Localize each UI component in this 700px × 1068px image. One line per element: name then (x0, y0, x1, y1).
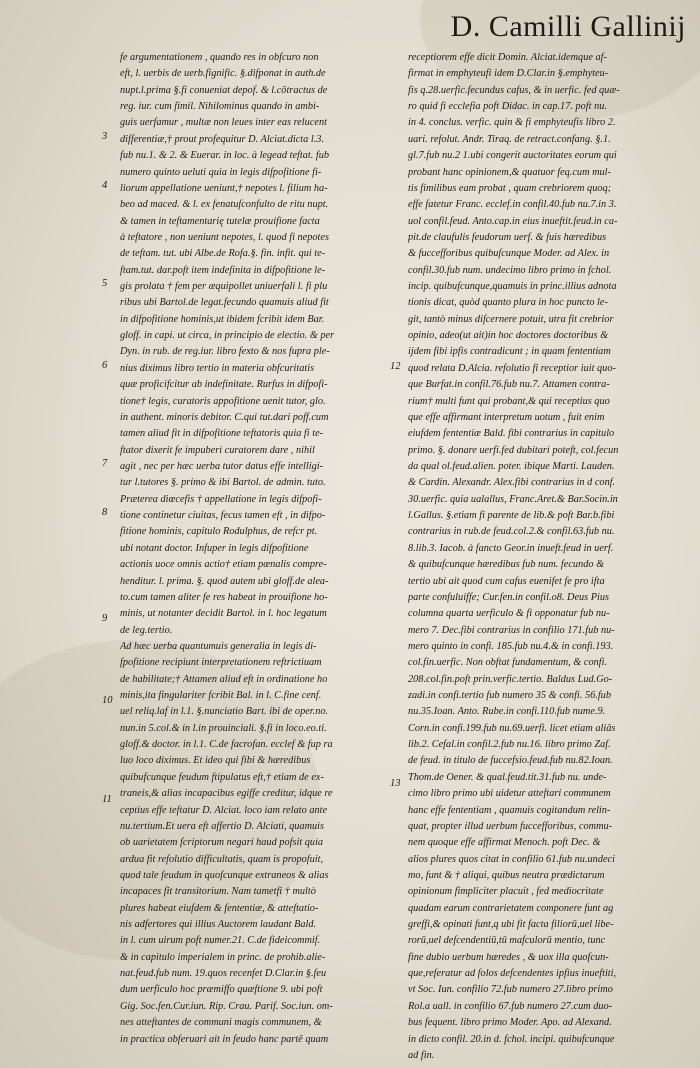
text-line: vt Soc. Iun. confilio 72.fub numero 27.libro primo (408, 984, 613, 996)
text-line: de feud. in titulo de fuccefsio.feud.fub nu.82.Ioan. (408, 755, 613, 767)
text-line: opinio, adeo(ut ait)in hoc doctores doctoribus & (408, 330, 609, 342)
text-line: incip. quibufcunque,quamuis in princ.illius adnota (408, 281, 617, 293)
text-line: gl.7.fub nu.2 1.ubi congerit auctoritates eorum qui (408, 150, 617, 162)
text-line: nu.tertium.Et uera eft affertio D. Alciati, quamuis (120, 820, 325, 832)
text-line: contrarius in rub.de feud.col.2.& confil.63.fub nu. (408, 526, 615, 538)
text-line: Præterea diœcefis † appellatione in legis difpofi- (120, 493, 322, 505)
text-line: uel reliq.laf in l.1. §.nunciatio Bart. ibi de oper.no. (120, 706, 329, 718)
text-line: gloff. in capi. ut circa, in principio de electio. & per (120, 330, 335, 342)
right-text-column (408, 50, 678, 1064)
text-line: receptiorem effe dicit Domin. Alciat.idemque af- (408, 52, 607, 63)
text-line: in l. cum uirum poft numer.21. C.de fideicommif. (120, 935, 321, 947)
margin-number: 7 (102, 458, 108, 469)
text-line: alios plures quos citat in confilio 61.fub nu.undeci (408, 853, 615, 865)
text-line: de teftam. tut. ubi Albe.de Rofa.§. fin. infit. qui te- (120, 248, 326, 260)
text-line: git, tantò minus difcernere potuit, utra fit crebrior (408, 313, 614, 325)
text-line: 8.lib.3. Iacob. à fancto Geor.in inueft.feud in uerf. (408, 542, 614, 554)
text-line: agit , nec per hæc uerba tutor datus effe intelligi- (120, 460, 324, 472)
text-line: fub nu.1. & 2. & Euerar. in loc. à legead teftat. fub (120, 150, 330, 162)
text-line: que,referatur ad folos defcendentes ipfius inueftiti, (408, 968, 617, 980)
text-line: tur l.tutores §. primo & ibi Bartol. de admin. tuto. (120, 477, 326, 489)
text-line: numero quinto ueluti quia in legis difpofitione fi- (120, 166, 322, 178)
text-line: actionis uoce omnis actio† etiam pœnalis compre- (120, 559, 327, 571)
text-line: tamen aliud fit in difpofitione teftatoris quia fi te- (120, 428, 324, 440)
text-line: ribus ubi Bartol.de legat.fecundo quamuis aliud fit (120, 297, 329, 309)
text-line: to.cum tamen aliter fe res habeat in prouifione ho- (120, 591, 328, 603)
text-line: opinionum fimpliciter placuit , fed mediocritate (408, 886, 604, 898)
text-line: in dicto confil. 20.in d. fchol. incipi. quibufcunque (408, 1033, 615, 1045)
text-line: ftator dixerit fe impuberi curatorem dare , nihil (120, 444, 315, 456)
text-line: quæ proficifcitur ab indefinitate. Rurfus in difpofi- (120, 379, 328, 391)
text-line: nun.in 5.col.& in l.in prouinciali. §.fi in loco.eo.ti. (120, 722, 327, 734)
text-line: traneis,& alias incapacibus egiffe creditur, idque re (120, 788, 333, 800)
text-line: mero 7. Dec.fibi contrarius in confilio 171.fub nu- (408, 624, 615, 636)
text-line: nes atteftantes de communi magis communem, & (120, 1017, 322, 1029)
text-line: col.fin.uerfic. Non obftat fundamentum, & confi. (408, 657, 608, 669)
text-line: rium† multi funt qui probant,& qui receptius quo (408, 395, 610, 407)
text-line: hanc effe fententiam , quamuis cogitandum relin- (408, 804, 611, 816)
left-text-column (120, 50, 395, 1048)
margin-number: 10 (102, 695, 113, 706)
text-line: fitione hominis, capitulo Rodulphus, de refcr pt. (120, 526, 318, 538)
text-line: & quibufcunque hæredibus fub num. fecundo & (408, 559, 605, 571)
text-line: Thom.de Oener. & qual.feud.tit.31.fub nu. unde- (408, 771, 607, 783)
text-line: in authent. minoris debitor. C.qui tut.dari poff.cum (120, 411, 329, 423)
text-line: à teftatore , non ueniunt nepotes, l. quod fi nepotes (120, 231, 329, 243)
text-line: & Cardin. Alexandr. Alex.fibi contrarius in d conf. (408, 477, 616, 489)
margin-number: 11 (102, 794, 112, 805)
text-line: beo ad maced. & l. ex fenatufconfulto de ritu nupt. (120, 199, 329, 211)
text-line: tione continetur ciuitas, fecus tamen eft , in difpo- (120, 510, 326, 522)
text-line: ijdem fibi ipfis contradicunt ; in quam fententiam (408, 346, 611, 358)
text-line: tis fimilibus eam probat , quam crebriorem quoq; (408, 182, 612, 194)
margin-number: 13 (390, 778, 401, 789)
text-line: Corn.in confi.199.fub nu.69.uerfi. licet etiam aliâs (408, 722, 616, 734)
text-line: eiufdem fententiæ Bald. fibi contrarius in capitulo (408, 428, 615, 440)
text-line: columna quarta uerficulo & fi opponatur fub nu- (408, 608, 610, 620)
text-line: zadi.in confi.tertio fub numero 35 & confi. 56.fub (408, 690, 611, 702)
text-line: nu.35.Ioan. Anto. Rube.in confi.110.fub nume.9. (408, 706, 606, 718)
text-line: uari. refolut. Andr. Tiraq. de retract.confang. §.1. (408, 133, 611, 145)
text-line: mo, funt & † aliqui, quibus neutra prædictarum (408, 869, 605, 881)
text-line: pit.de claufulis feudorum uerf. & fuis hæredibus (408, 231, 607, 243)
text-line: greffi,& opinati funt,q ubi fit facta filiorū,uel libe- (408, 919, 614, 931)
text-line: nem quoque effe affirmat Menoch. poft Dec. & (408, 837, 601, 849)
text-line: in 4. conclus. verfic. quin & fi emphyteufis libro 2. (408, 117, 616, 129)
text-line: gis prolata † fem per æquipollet uniuerfali l. fi plu (120, 281, 328, 293)
text-line: & fuccefforibus quibufcunque Moder. ad Alex. in (408, 248, 610, 260)
text-line: & in capitulo imperialem in princ. de prohib.alie- (120, 951, 326, 963)
text-line: fpofitione recipiunt interpretationem reftrictiuam (120, 657, 322, 669)
text-line: fis q.28.uerfic.fecundus cafus, & in uerfic. fed quæ- (408, 84, 620, 96)
text-line: eft, l. uerbis de uerb.fignific. §.difponat in auth.de (120, 68, 326, 80)
text-line: Gig. Soc.fen.Cur.iun. Rip. Crau. Parif. Soc.iun. om- (120, 1000, 333, 1012)
text-line: Dyn. in rub. de reg.iur. libro fexto & nos fupra ple- (120, 346, 330, 358)
margin-number: 3 (102, 131, 108, 142)
margin-number: 8 (102, 507, 108, 518)
text-line: quadam earum contrarietatem componere funt ag (408, 902, 614, 914)
text-line: minis, ut notanter decidit Bartol. in l. hoc legatum (120, 608, 327, 620)
text-line: ob uarietatem fcriptorum negari haud pofsit quia (120, 837, 324, 849)
text-line: da qual ol.feud.alien. poter. ibique Marti. Lauden. (408, 460, 615, 472)
margin-number: 5 (102, 278, 108, 289)
text-line: in practica obferuari ait in feudo hanc partē quam (120, 1033, 329, 1045)
text-line: plures habeat eiufdem & fententiæ, & atteftatio- (120, 902, 319, 914)
text-line: que Burfat.in confil.76.fub nu.7. Attamen contra- (408, 379, 610, 391)
text-line: ftam.tut. dar.poft item indefinita in difpofitione le- (120, 264, 326, 276)
text-line: in difpofitione hominis,ut ibidem fcribit idem Bar. (120, 313, 325, 325)
text-line: de habilitate;† Attamen aliud eft in ordinatione ho (120, 673, 328, 685)
text-line: 30.uerfic. quia ualallus, Franc.Aret.& Bar.Socin.in (408, 493, 618, 505)
running-header: D. Camilli Gallinij (450, 10, 686, 43)
text-line: que effe affirmant interpretum uotum , fuit enim (408, 411, 605, 423)
text-line: probant hanc opinionem,& quatuor feq.cum mul- (408, 166, 611, 178)
text-line: dum uerficulo hoc præmiffo quæftione 9. ubi poft (120, 984, 323, 996)
margin-number: 6 (102, 360, 108, 371)
margin-number: 12 (390, 361, 401, 372)
text-line: quat, propter illud uerbum fuccefforibus, commu- (408, 820, 613, 832)
text-line: ad fin. (408, 1049, 435, 1061)
text-line: parte confuluiffe; Cur.fen.in confil.o8. Deus Pius (408, 591, 610, 603)
text-line: quod tale feudum in quofcunque extraneos & alias (120, 869, 329, 881)
text-line: nis adfertores qui illius Auctorem laudant Bald. (120, 919, 317, 931)
text-line: ceptius effe teftatur D. Alciat. loco iam relato ante (120, 804, 328, 816)
text-line: primo. §. donare uerfi.fed dubitari poteft, col.fecun (408, 444, 619, 456)
text-line: luo loco diximus. Et ideo qui fibi & hæredibus (120, 755, 311, 767)
text-line: quod relata D.Alcia. refolutio fi receptior iuit quo- (408, 362, 616, 374)
text-line: Rol.a uall. in confilio 67.fub numero 27.cum duo- (408, 1000, 613, 1012)
text-line: nupt.l.prima §.fi conueniat depof. & l.cōtractus de (120, 84, 328, 96)
margin-number: 4 (102, 180, 108, 191)
text-line: confil.30.fub num. undecimo libro primo in fchol. (408, 264, 612, 276)
text-line: ro quid fi ecclefia poft Didac. in cap.17. poft nu. (408, 101, 607, 113)
text-line: fine dubio uerbum hæredes , & uox illa quofcun- (408, 951, 609, 963)
text-line: uol confil.feud. Anto.cap.in eius inueftit.feud.in ca- (408, 215, 618, 227)
text-line: 208.col.fin.poft prin.verfic.tertio. Baldus Lud.Go- (408, 673, 613, 685)
text-line: & tamen in teftamentarię tutelæ prouifione facta (120, 215, 320, 227)
text-line: fe argumentationem , quando res in obfcuro non (120, 52, 319, 63)
text-line: effe fatetur Franc. ecclef.in confil.40.fub nu.7.in 3. (408, 199, 617, 211)
margin-number: 9 (102, 613, 108, 624)
text-line: henditur. l. prima. §. quod autem ubi gloff.de alea- (120, 575, 329, 587)
text-line: liorum appellatione ueniunt,† nepotes l. filium ha- (120, 182, 328, 194)
text-line: lib.2. Cefal.in confil.2.fub nu.16. libro primo Zaf. (408, 739, 611, 751)
text-line: quibufcunque feudum ftipulatus eft,† etiam de ex- (120, 771, 324, 783)
text-line: incapaces fit transitorium. Nam tametfi † multò (120, 886, 316, 898)
text-line: nat.feud.fub num. 19.quos recenfet D.Clar.in §.feu (120, 968, 327, 980)
text-line: Ad hæc uerba quantumuis generalia in legis di- (120, 640, 317, 652)
text-line: guis uerfamur , multæ non leues inter eas relucent (120, 117, 327, 129)
text-line: minis,ita fingulariter fcribit Bal. in l. C.fine cenf. (120, 690, 322, 702)
text-line: gloff.& doctor. in l.1. C.de facrofan. ecclef & fup ra (120, 739, 333, 751)
text-line: tertio ubi ait quod cum cafus euenifet fe pro ifta (408, 575, 605, 587)
text-line: bus fequent. libro primo Moder. Apo. ad Alexand. (408, 1017, 612, 1029)
text-line: ubi notant doctor. Infuper in legis difpofitione (120, 542, 309, 554)
text-line: cimo libro primo ubi uidetur atteftari communem (408, 788, 611, 800)
text-line: ardua fit refolutio difficultatis, quam is propofuit, (120, 853, 324, 865)
text-line: reg. iur. cum fimil. Nihilominus quando in ambi- (120, 101, 320, 113)
text-line: rorū,uel defcendentiū,tū mafculorū mentio, tunc (408, 935, 606, 947)
text-line: mero quinto in confi. 185.fub nu.4.& in confi.193. (408, 640, 614, 652)
text-line: differentiæ,† prout profequitur D. Alciat.dicta l.3. (120, 133, 325, 145)
text-line: tione† legis, curatoris appofitione uenit tutor, glo. (120, 395, 326, 407)
text-line: nius diximus libro tertio in materia obfcuritatis (120, 362, 315, 374)
text-line: l.Gallus. §.etiam fi parente de lib.& poft Bar.b.fibi (408, 510, 615, 522)
text-line: tionis dicat, quòd quanto plura in hoc puncto le- (408, 297, 608, 309)
text-line: firmat in emphyteufi idem D.Clar.in §.emphyteu- (408, 68, 609, 80)
text-line: de leg.tertio. (120, 624, 173, 636)
